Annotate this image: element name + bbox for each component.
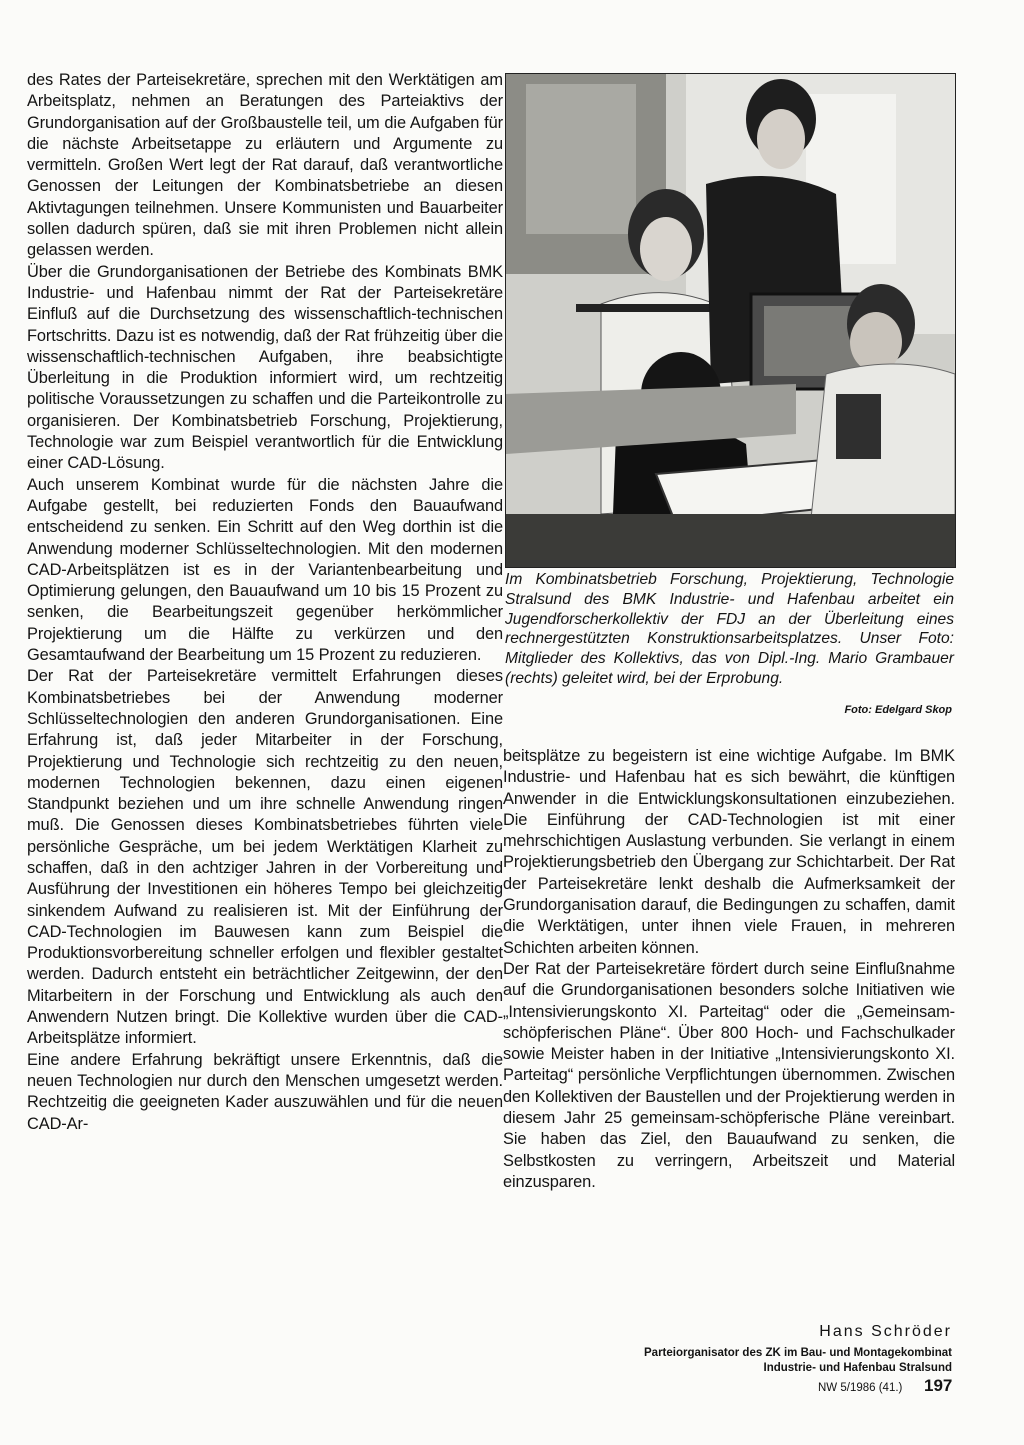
paragraph: Eine andere Erfahrung bekräftigt unsere Erkenntnis, daß die neuen Technologien nur durch den Menschen umgesetzt werden. Rechtzeitig die geeigneten Kader auszuwählen und für die neuen CAD-Ar-	[27, 1050, 503, 1133]
photo-illustration	[506, 74, 955, 567]
author-name: Hans Schröder	[819, 1323, 952, 1340]
author-role-line: Parteiorganisator des ZK im Bau- und Montagekombinat	[644, 1347, 952, 1359]
photo-cad-workstation	[505, 73, 956, 568]
photo-credit: Foto: Edelgard Skop	[844, 704, 952, 716]
paragraph: beitsplätze zu begeistern ist eine wichtige Aufgabe. Im BMK Industrie- und Hafenbau hat es sich bewährt, die künftigen Anwender in die Entwicklungskonsultationen einzubeziehen. Die Einführung der CAD-Technologien ist mit einer mehrschichtigen Auslastung verbunden. Sie verlangt in einem Projektierungsbetrieb den Übergang zur Schichtarbeit. Der Rat der Parteisekretäre lenkt deshalb die Aufmerksamkeit der Grundorganisation darauf, die Bedingungen zu schaffen, damit die Werktätigen, unter ihnen viele Frauen, in mehreren Schichten arbeiten können.	[503, 747, 955, 957]
photo-caption: Im Kombinatsbetrieb Forschung, Projektierung, Technologie Stralsund des BMK Industrie- und Hafenbau arbeitet ein Jugendforscherkollektiv der FDJ an der Überleitung eines rechnergestützten Konstruktionsarbeitsplatzes. Unser Foto: Mitglieder des Kollektivs, das von Dipl.-Ing. Mario Grambauer (rechts) geleitet wird, bei der Erprobung.	[505, 571, 954, 687]
paragraph: Auch unserem Kombinat wurde für die nächsten Jahre die Aufgabe gestellt, bei reduzierten Fonds den Bauaufwand entscheidend zu senken. Ein Schritt auf den Weg dorthin ist die Anwendung moderner Schlüsseltechnologien. Mit den modernen CAD-Arbeitsplätzen ist es in der Variantenbearbeitung und Optimierung gelungen, den Bauaufwand um 10 bis 15 Prozent zu senken, die Bearbeitungszeit gegenüber herkömmlicher Projektierung um die Hälfte zu verkürzen und den Gesamtaufwand der Bearbeitung um 15 Prozent zu reduzieren.	[27, 475, 503, 665]
article-column-right	[503, 746, 955, 1193]
author-role-line: Industrie- und Hafenbau Stralsund	[763, 1362, 952, 1374]
issue-label: NW 5/1986 (41.)	[818, 1382, 903, 1394]
page-number: 197	[924, 1376, 953, 1395]
paragraph: Über die Grundorganisationen der Betriebe des Kombinats BMK Industrie- und Hafenbau nimmt der Rat der Parteisekretäre Einfluß auf die Durchsetzung des wissenschaftlich-technischen Fortschritts. Dazu ist es notwendig, daß der Rat frühzeitig über die wissenschaftlich-technischen Aufgaben, ihre beabsichtigte Überleitung in die Produktion informiert wird, um rechtzeitig politische Voraussetzungen zu schaffen und die Parteikontrolle zu organisieren. Der Kombinatsbetrieb Forschung, Projektierung, Technologie war zum Beispiel verantwortlich für die Entwicklung einer CAD-Lösung.	[27, 262, 503, 473]
author-role	[530, 1346, 952, 1376]
paragraph: Der Rat der Parteisekretäre fördert durch seine Einflußnahme auf die Grundorganisationen besonders solche Initiativen wie „Intensivierungskonto XI. Parteitag“ oder die „Gemeinsam-schöpferischen Pläne“. Über 800 Hoch- und Fachschulkader sowie Meister haben in der Initiative „Intensivierungskonto XI. Parteitag“ persönliche Verpflichtungen übernommen. Zwischen den Kollektiven der Baustellen und der Projektierung werden in diesem Jahr 25 gemeinsam-schöpferische Pläne vereinbart. Sie haben das Ziel, den Bauaufwand zu senken, die Selbstkosten zu verringern, Arbeitszeit und Material einzusparen.	[503, 959, 955, 1191]
paragraph: Der Rat der Parteisekretäre vermittelt Erfahrungen dieses Kombinatsbetriebes bei der Anwendung moderner Schlüsseltechnologien den anderen Grundorganisationen. Eine Erfahrung ist, daß jeder Mitarbeiter in der Forschung, Projektierung und Technologie sich rechtzeitig zu den neuen, modernen Technologien bekennen, dazu einen eigenen Standpunkt beziehen und um ihre schnelle Anwendung ringen muß. Die Genossen dieses Kombinatsbetriebes führten viele persönliche Gespräche, um bei jedem Werktätigen Klarheit zu schaffen, daß in den achtziger Jahren in der Vorbereitung und Ausführung der Investitionen ein höheres Tempo bei gleichzeitig sinkendem Aufwand zu realisieren ist. Mit der Einführung der CAD-Technologien im Bauwesen kann zum Beispiel die Produktionsvorbereitung schneller erfolgen und flexibler gestaltet werden. Dadurch entsteht ein beträchtlicher Zeitgewinn, der den Mitarbeitern in der Forschung und Entwicklung als auch den Anwendern Nutzen bringt. Die Kollektive wurden über die CAD-Arbeitsplätze informiert.	[27, 667, 503, 1048]
paragraph: des Rates der Parteisekretäre, sprechen mit den Werktätigen am Arbeitsplatz, nehmen an Beratungen des Parteiaktivs der Grundorganisation auf der Großbaustelle teil, um die Aufgaben für die nächste Arbeitsetappe zu erläutern und Argumente zu vermitteln. Großen Wert legt der Rat darauf, daß verantwortliche Genossen der Leitungen der Kombinatsbetriebe an diesen Aktivtagungen teilnehmen. Unsere Kommunisten und Bauarbeiter sollen dadurch spüren, daß sie mit ihren Problemen nicht allein gelassen werden.	[27, 71, 503, 260]
article-column-left	[27, 70, 503, 1135]
